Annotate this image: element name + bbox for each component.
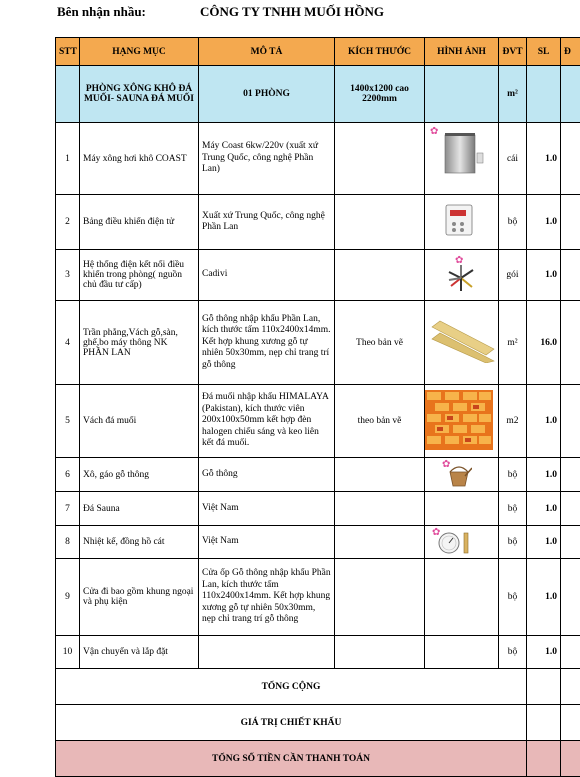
flower-icon: ✿ [442,460,450,470]
total-row [56,669,580,705]
quotation-table [55,37,580,777]
table-row: 5 Vách đá muối Đá muối nhập khẩu HIMALAYA (Pakistan), kích thước viên 200x100x50mm kết hợp đèn halogen chiếu sáng và keo liên kết đá muối. theo bản vẽ m2 1.0 [56,385,580,458]
header-row [56,38,580,66]
discount-label: GIÁ TRỊ CHIẾT KHẤU [56,705,527,741]
section-desc: 01 PHÒNG [199,66,335,123]
salt-wall-icon [425,390,493,450]
col-size: KÍCH THƯỚC [335,38,425,66]
bucket-icon [446,464,472,488]
recipient-label: Bên nhận nhầu: [57,4,146,20]
flower-icon: ✿ [455,256,463,266]
table-row: 1 Máy xông hơi khô COAST Máy Coast 6kw/220v (xuất xứ Trung Quốc, công nghệ Phần Lan) ✿ cái 1.0 [56,123,580,195]
section-size: 1400x1200 cao 2200mm [335,66,425,123]
wood-planks-icon [430,317,496,363]
table-row: 7 Đá Sauna Việt Nam bộ 1.0 [56,492,580,526]
table-row: 9 Cửa đi bao gồm khung ngoại và phụ kiện Cửa ốp Gỗ thông nhập khẩu Phần Lan, kích thước tấm 110x2400x14mm. Kết hợp khung xương gỗ tự nhiên 50x30mm, nẹp chỉ trang trí gỗ thông bộ 1.0 [56,559,580,636]
section-row [56,66,580,123]
table-row: 8 Nhiệt kế, đồng hồ cát Việt Nam ✿ bộ 1.0 [56,526,580,559]
flower-icon: ✿ [432,528,440,538]
payment-label: TỔNG SỐ TIỀN CẦN THANH TOÁN [56,741,527,777]
table-row: 3 Hệ thống điện kết nối điều khiển trong phòng( nguồn chủ đầu tư cấp) Cadivi ✿ gói 1.0 [56,250,580,301]
thermometer-icon [438,531,472,555]
col-qty: SL [527,38,561,66]
cable-icon [447,264,475,292]
control-panel-icon [445,204,475,238]
flower-icon: ✿ [430,127,438,137]
col-unit: ĐVT [499,38,527,66]
col-stt: STT [56,38,80,66]
col-desc: MÔ TẢ [199,38,335,66]
table-row: 4 Trần phẳng,Vách gỗ,sàn, ghế,bo máy thông NK PHẦN LAN Gỗ thông nhập khẩu Phần Lan, kích thước tấm 110x2400x14mm. Kết hợp khung xương gỗ tự nhiên 50x30mm, nẹp chỉ trang trí gỗ thông Theo bản vẽ m² 16.0 [56,301,580,385]
payment-row [56,741,580,777]
discount-row [56,705,580,741]
company-name: CÔNG TY TNHH MUỐI HỒNG [200,4,384,20]
section-unit: m² [499,66,527,123]
total-label: TỔNG CỘNG [56,669,527,705]
section-title: PHÒNG XÔNG KHÔ ĐÁ MUỐI- SAUNA ĐÁ MUỐI [80,66,199,123]
table-row: 2 Bảng điều khiển điện tử Xuất xứ Trung Quốc, công nghệ Phần Lan bộ 1.0 [56,195,580,250]
col-image: HÌNH ẢNH [425,38,499,66]
col-price: Đ [561,38,580,66]
col-item: HẠNG MỤC [80,38,199,66]
table-row: 10 Vận chuyển và lắp đặt bộ 1.0 [56,636,580,669]
sauna-heater-icon [442,131,486,185]
table-row: 6 Xô, gáo gỗ thông Gỗ thông ✿ bộ 1.0 [56,458,580,492]
